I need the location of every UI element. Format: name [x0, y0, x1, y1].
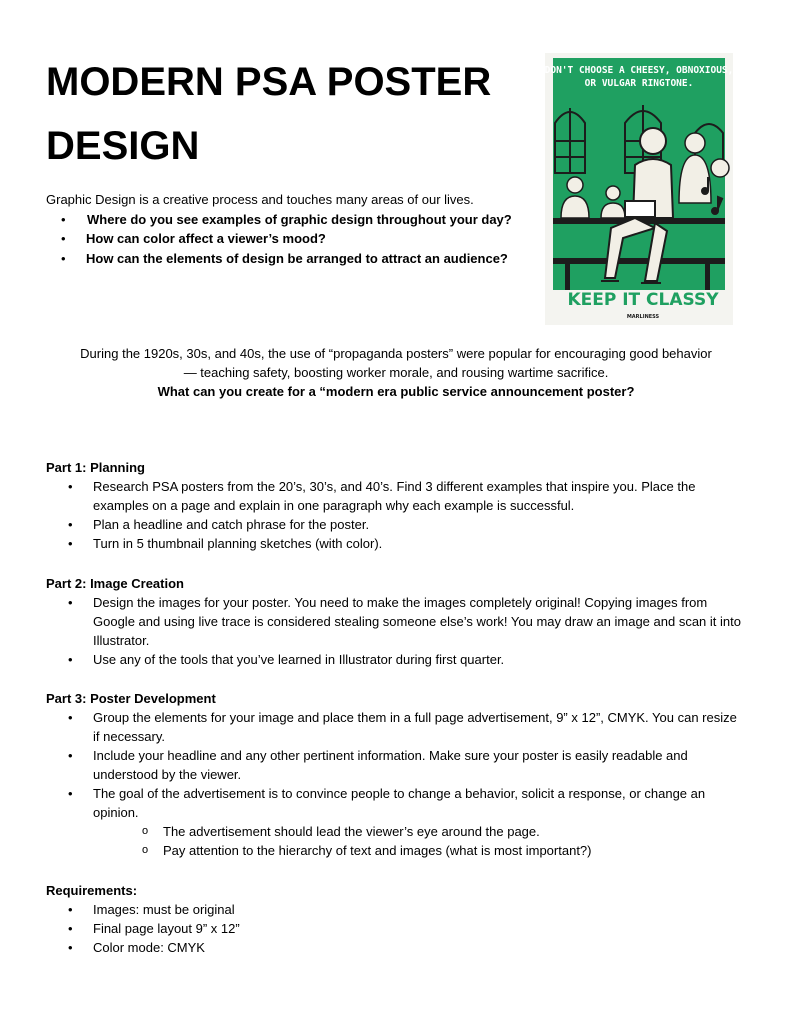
list-item: • Images: must be original	[46, 900, 746, 919]
list-item: • Final page layout 9” x 12”	[46, 919, 746, 938]
page-title	[46, 50, 526, 178]
poster-illustration	[545, 53, 733, 325]
list-item: • Group the elements for your image and place them in a full page advertisement, 9” x 12”, CMYK. You can resize if necessary.	[46, 708, 746, 746]
list-item: • Turn in 5 thumbnail planning sketches (with color).	[46, 534, 746, 553]
part-1-list	[46, 477, 746, 553]
section-heading: Part 3: Poster Development	[46, 691, 216, 706]
part-3-section	[46, 689, 746, 860]
part-2-section	[46, 574, 746, 669]
sub-list-item: o Pay attention to the hierarchy of text and images (what is most important?)	[46, 841, 746, 860]
poster-slogan: KEEP IT CLASSY	[567, 290, 719, 310]
requirements-section	[46, 881, 746, 957]
section-heading: Part 2: Image Creation	[46, 576, 184, 591]
list-item: • How can color affect a viewer’s mood?	[46, 229, 546, 249]
list-item: • The goal of the advertisement is to convince people to change a behavior, solicit a response, or change an opinion.	[46, 784, 746, 822]
list-item: • How can the elements of design be arranged to attract an audience?	[46, 249, 546, 269]
intro-text: Graphic Design is a creative process and touches many areas of our lives.	[46, 192, 474, 207]
poster-top-text-1: DON'T CHOOSE A CHEESY, OBNOXIOUS,	[545, 65, 733, 76]
intro-block	[46, 190, 546, 268]
part-3-list	[46, 708, 746, 860]
list-item: • Use any of the tools that you’ve learned in Illustrator during first quarter.	[46, 650, 746, 669]
question-list	[46, 210, 546, 269]
list-item: • Include your headline and any other pertinent information. Make sure your poster is easily readable and understood by the viewer.	[46, 746, 746, 784]
section-heading: Part 1: Planning	[46, 460, 145, 475]
title-line-1: MODERN PSA POSTER	[46, 60, 492, 104]
title-line-2: DESIGN	[46, 124, 200, 168]
poster-top-text-2: OR VULGAR RINGTONE.	[584, 78, 694, 89]
propaganda-question: What can you create for a “modern era public service announcement poster?	[157, 384, 635, 399]
propaganda-line-2: — teaching safety, boosting worker morale, and rousing wartime sacrifice.	[183, 365, 609, 380]
list-item: • Plan a headline and catch phrase for the poster.	[46, 515, 746, 534]
list-item: • Where do you see examples of graphic design throughout your day?	[46, 210, 546, 230]
poster-brand: MARLINESS	[626, 314, 660, 320]
sub-list-item: o The advertisement should lead the viewer’s eye around the page.	[46, 822, 746, 841]
list-item: • Design the images for your poster. You need to make the images completely original! Copying images from Google and using live trace is considered stealing someone else’s work! You may draw an image and scan it into Illustrator.	[46, 593, 746, 650]
list-item: • Color mode: CMYK	[46, 938, 746, 957]
requirements-list	[46, 900, 746, 957]
part-1-section	[46, 458, 746, 553]
psa-poster-image	[545, 53, 733, 325]
list-item: • Research PSA posters from the 20’s, 30’s, and 40’s. Find 3 different examples that inspire you. Place the examples on a page and explain in one paragraph why each example is successful.	[46, 477, 746, 515]
propaganda-paragraph	[46, 344, 746, 401]
part-2-list	[46, 593, 746, 669]
section-heading: Requirements:	[46, 883, 138, 898]
propaganda-line-1: During the 1920s, 30s, and 40s, the use of “propaganda posters” were popular for encouraging good behavior	[80, 346, 712, 361]
